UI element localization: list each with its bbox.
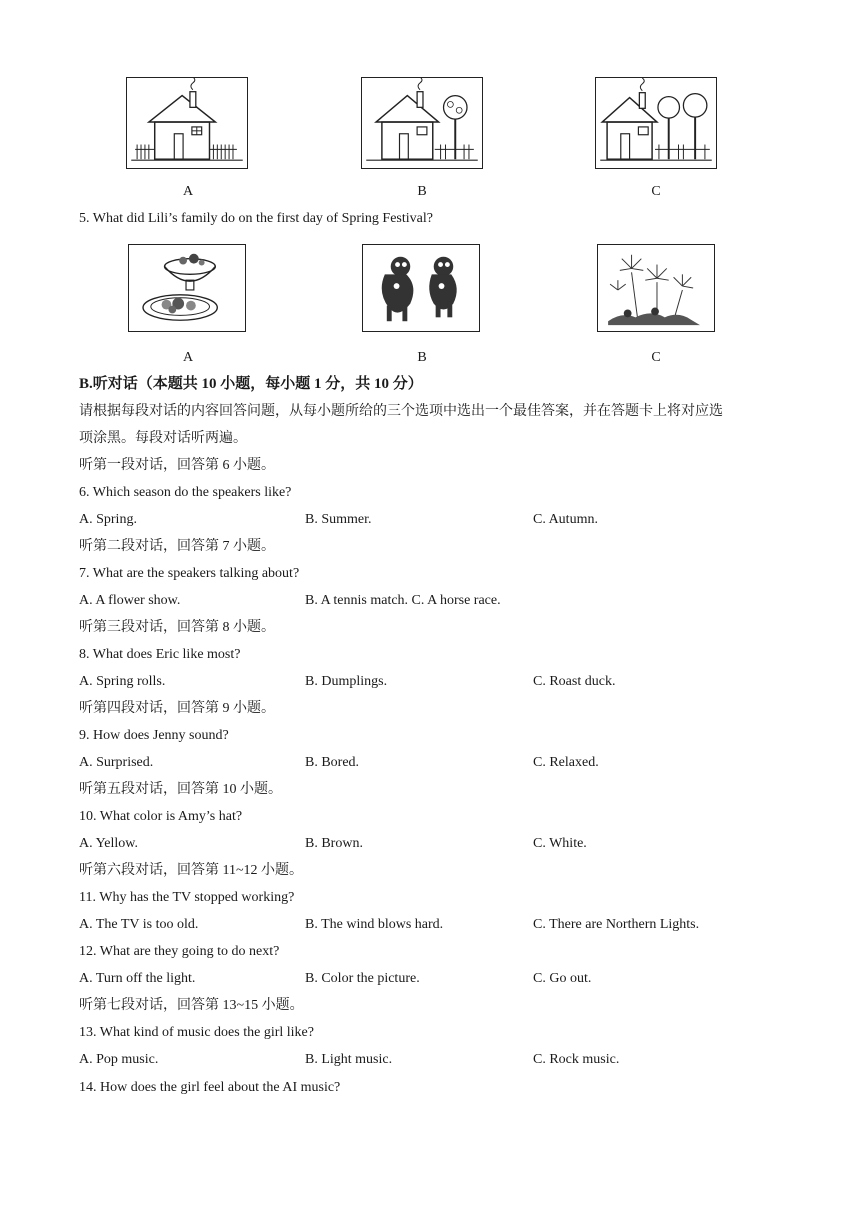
question-7: 7. What are the speakers talking about? — [79, 566, 300, 581]
option-a: A. Surprised. — [79, 755, 154, 770]
dialog-intro: 听第七段对话，回答第 13~15 小题。 — [79, 998, 304, 1013]
option-label-b: B — [417, 350, 427, 365]
option-a: A. A flower show. — [79, 593, 181, 608]
option-b: B. Brown. — [305, 836, 363, 851]
house-picture-c — [595, 77, 717, 169]
section-b-instruction-2: 项涂黑。每段对话听两遍。 — [79, 431, 247, 446]
option-a: A. Pop music. — [79, 1052, 159, 1067]
option-b: B. Summer. — [305, 512, 372, 527]
question-5: 5. What did Lili’s family do on the first day of Spring Festival? — [79, 211, 433, 226]
option-a: A. Spring. — [79, 512, 137, 527]
question-12: 12. What are they going to do next? — [79, 944, 280, 959]
option-b: B. Bored. — [305, 755, 360, 770]
option-b: B. The wind blows hard. — [305, 917, 444, 932]
question-9: 9. How does Jenny sound? — [79, 728, 229, 743]
food-picture-a — [128, 244, 246, 332]
question-14: 14. How does the girl feel about the AI music? — [79, 1080, 341, 1095]
question-10: 10. What color is Amy’s hat? — [79, 809, 243, 824]
dialog-intro: 听第五段对话，回答第 10 小题。 — [79, 782, 282, 797]
option-a: A. The TV is too old. — [79, 917, 199, 932]
house-picture-b — [361, 77, 483, 169]
option-c: C. Go out. — [533, 971, 592, 986]
question-6: 6. Which season do the speakers like? — [79, 485, 292, 500]
question-13: 13. What kind of music does the girl like? — [79, 1025, 314, 1040]
dialog-intro: 听第三段对话，回答第 8 小题。 — [79, 620, 275, 635]
option-label-a: A — [182, 184, 194, 199]
question-8: 8. What does Eric like most? — [79, 647, 241, 662]
question-11: 11. Why has the TV stopped working? — [79, 890, 295, 905]
option-c: C. Autumn. — [533, 512, 598, 527]
dialog-intro: 听第一段对话，回答第 6 小题。 — [79, 458, 275, 473]
fireworks-picture-c — [597, 244, 715, 332]
option-label-a: A — [182, 350, 194, 365]
section-b-heading: B.听对话（本题共 10 小题，每小题 1 分，共 10 分） — [79, 376, 423, 392]
option-c: C. White. — [533, 836, 587, 851]
option-a: A. Turn off the light. — [79, 971, 196, 986]
option-label-c: C — [651, 184, 661, 199]
option-c: C. Relaxed. — [533, 755, 599, 770]
option-a: A. Yellow. — [79, 836, 138, 851]
option-b: B. Dumplings. — [305, 674, 388, 689]
option-b: B. Light music. — [305, 1052, 393, 1067]
option-label-b: B — [417, 184, 427, 199]
option-a: A. Spring rolls. — [79, 674, 166, 689]
lion-dance-picture-b — [362, 244, 480, 332]
dialog-intro: 听第六段对话，回答第 11~12 小题。 — [79, 863, 304, 878]
option-label-c: C — [651, 350, 661, 365]
option-b: B. Color the picture. — [305, 971, 420, 986]
option-b-c: B. A tennis match. C. A horse race. — [305, 593, 501, 608]
section-b-instruction-1: 请根据每段对话的内容回答问题，从每小题所给的三个选项中选出一个最佳答案，并在答题卡上将对应选 — [79, 404, 723, 419]
dialog-intro: 听第二段对话，回答第 7 小题。 — [79, 539, 275, 554]
option-c: C. There are Northern Lights. — [533, 917, 700, 932]
dialog-intro: 听第四段对话，回答第 9 小题。 — [79, 701, 275, 716]
option-c: C. Rock music. — [533, 1052, 620, 1067]
option-c: C. Roast duck. — [533, 674, 616, 689]
house-picture-a — [126, 77, 248, 169]
